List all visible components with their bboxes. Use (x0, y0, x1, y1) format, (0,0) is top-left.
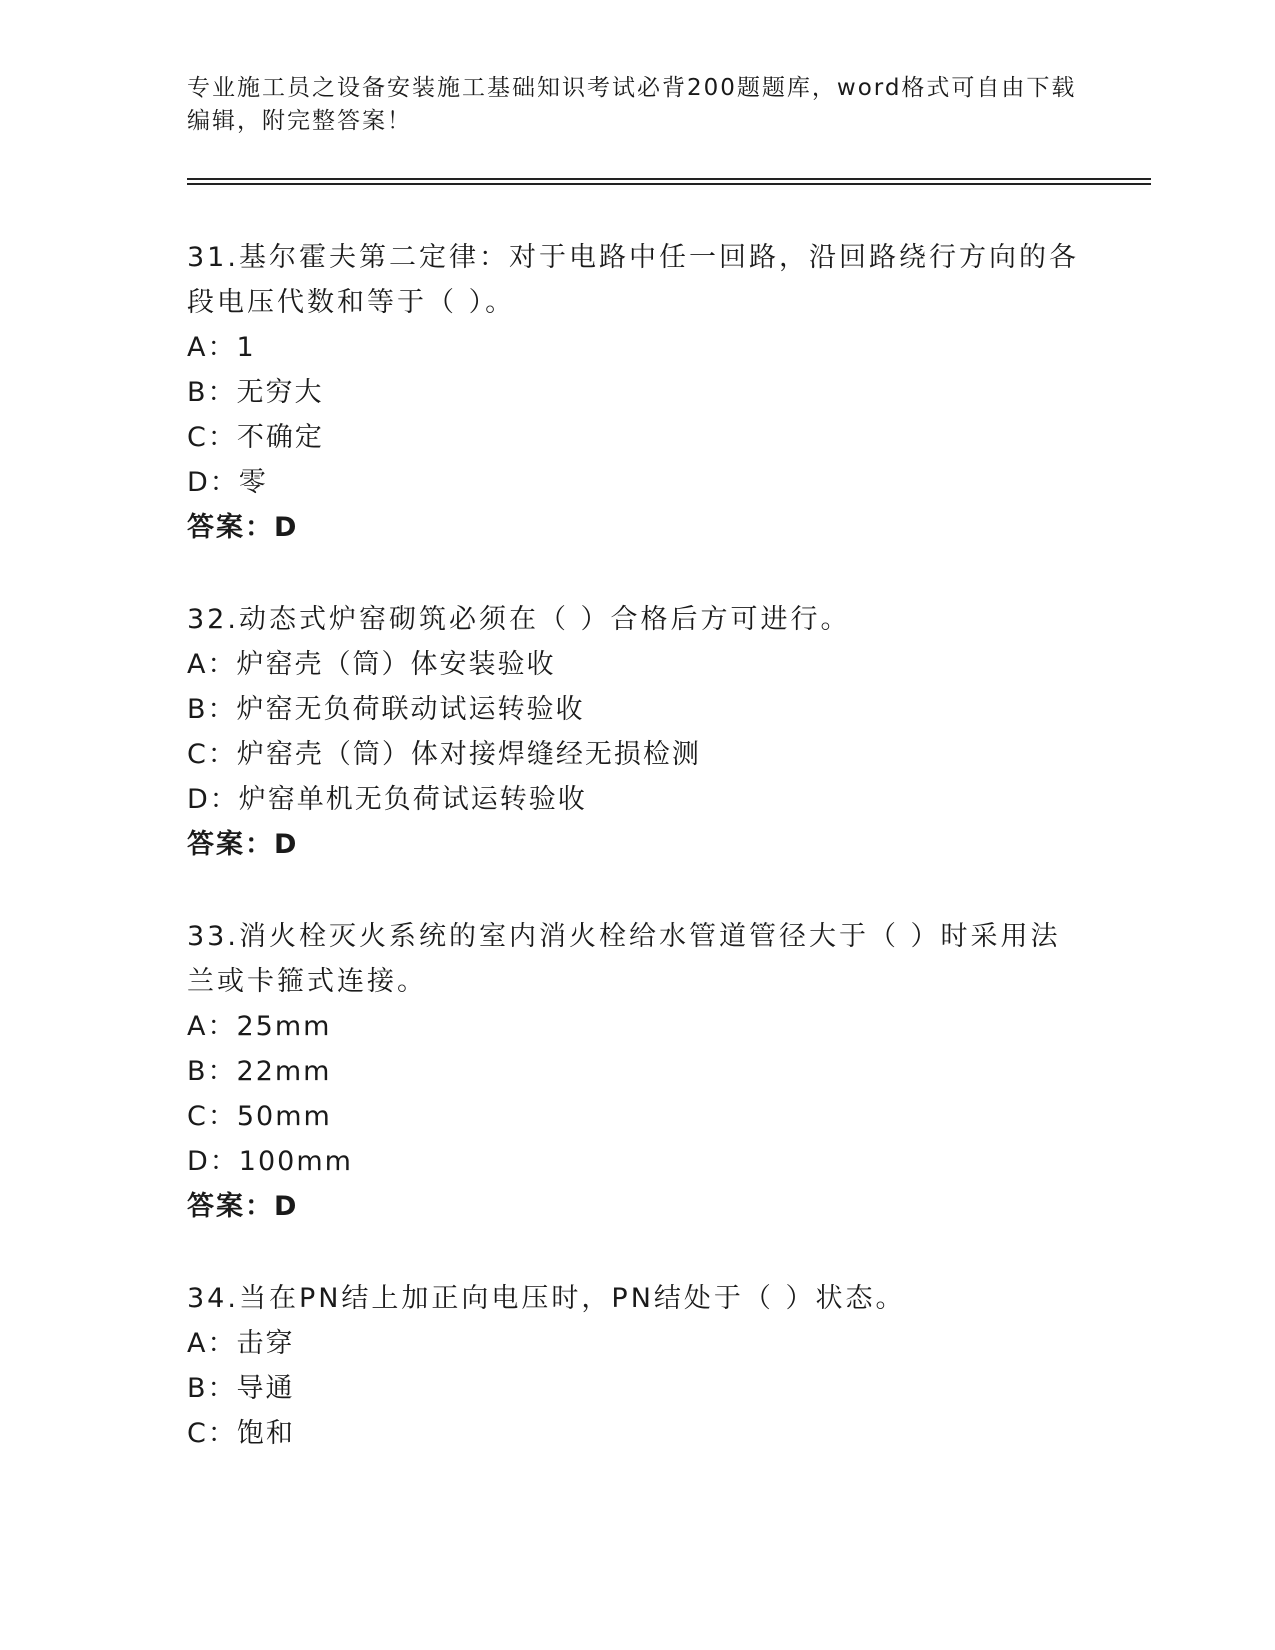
question-34 (187, 1276, 1087, 1456)
option-c: C：炉窑壳（筒）体对接焊缝经无损检测 (187, 739, 701, 770)
answer: 答案：D (187, 829, 299, 860)
option-c: C：50mm (187, 1101, 332, 1132)
option-b: B：22mm (187, 1056, 332, 1087)
option-d: D：零 (187, 467, 268, 498)
question-stem: 33.消火栓灭火系统的室内消火栓给水管道管径大于（ ）时采用法兰或卡箍式连接。 (187, 921, 1061, 997)
header-rule-top (187, 178, 1151, 180)
answer: 答案：D (187, 512, 299, 543)
option-a: A：25mm (187, 1011, 332, 1042)
option-a: A：击穿 (187, 1328, 295, 1359)
header-rule-bottom (187, 183, 1151, 185)
question-stem: 34.当在PN结上加正向电压时，PN结处于（ ）状态。 (187, 1283, 906, 1314)
question-stem: 31.基尔霍夫第二定律：对于电路中任一回路，沿回路绕行方向的各段电压代数和等于（ ）。 (187, 242, 1079, 318)
option-b: B：导通 (187, 1373, 295, 1404)
option-d: D：炉窑单机无负荷试运转验收 (187, 784, 587, 815)
question-33 (187, 914, 1087, 1229)
question-32 (187, 597, 1087, 867)
option-a: A：1 (187, 332, 256, 363)
question-stem: 32.动态式炉窑砌筑必须在（ ）合格后方可进行。 (187, 604, 851, 635)
option-d: D：100mm (187, 1146, 353, 1177)
option-c: C：饱和 (187, 1418, 295, 1449)
option-a: A：炉窑壳（筒）体安装验收 (187, 649, 556, 680)
question-list (187, 235, 1087, 1503)
answer: 答案：D (187, 1191, 299, 1222)
option-b: B：炉窑无负荷联动试运转验收 (187, 694, 585, 725)
option-b: B：无穷大 (187, 377, 324, 408)
document-title: 专业施工员之设备安装施工基础知识考试必背200题题库，word格式可自由下载编辑，附完整答案！ (187, 75, 1077, 134)
option-c: C：不确定 (187, 422, 324, 453)
question-31 (187, 235, 1087, 550)
